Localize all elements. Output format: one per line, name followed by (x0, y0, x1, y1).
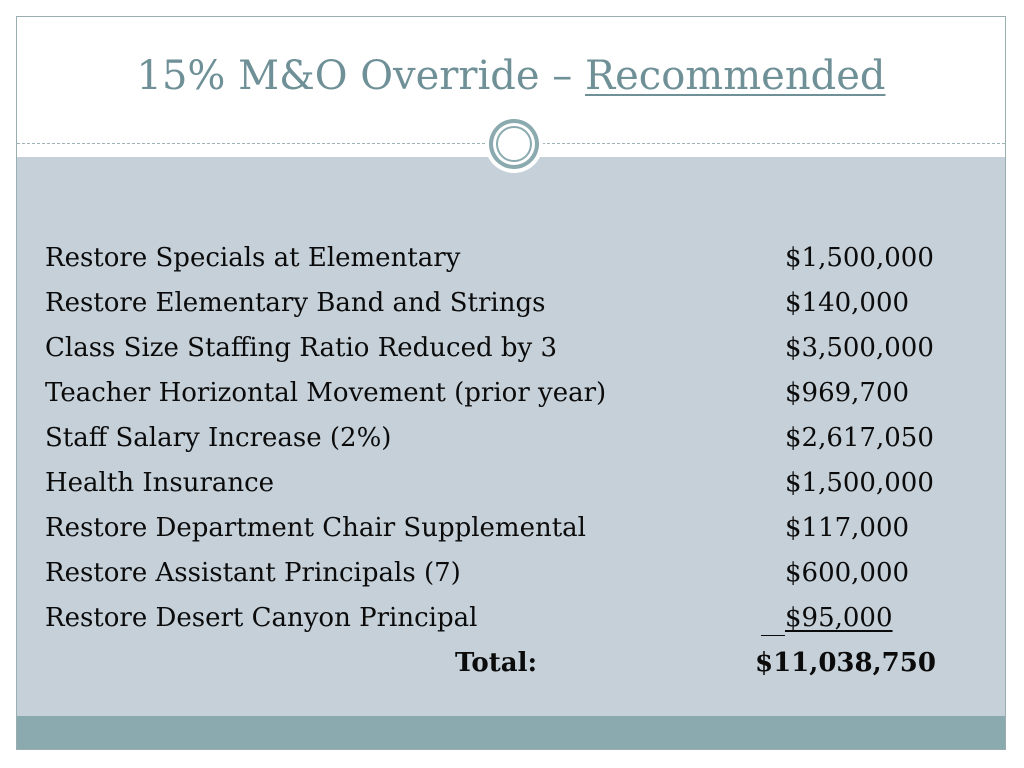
item-amount: $600,000 (785, 558, 910, 588)
list-item (17, 558, 1005, 598)
list-item (17, 423, 1005, 463)
item-amount: $2,617,050 (785, 423, 934, 453)
item-label: Staff Salary Increase (2%) (45, 423, 392, 453)
slide-title-prefix: 15% M&O Override – (136, 53, 586, 99)
item-label: Class Size Staffing Ratio Reduced by 3 (45, 333, 558, 363)
item-label: Teacher Horizontal Movement (prior year) (45, 378, 607, 408)
slide (16, 16, 1006, 750)
item-amount: $969,700 (785, 378, 910, 408)
item-amount: $117,000 (785, 513, 910, 543)
list-item (17, 468, 1005, 508)
item-label: Restore Specials at Elementary (45, 243, 461, 273)
list-item (17, 513, 1005, 553)
total-amount: $11,038,750 (755, 648, 936, 678)
slide-title (17, 53, 1005, 99)
item-label: Restore Desert Canyon Principal (45, 603, 478, 633)
item-label: Restore Elementary Band and Strings (45, 288, 546, 318)
item-label: Restore Department Chair Supplemental (45, 513, 586, 543)
amount-underline-lead (761, 605, 785, 636)
list-item (17, 378, 1005, 418)
list-item (17, 333, 1005, 373)
content-area (17, 157, 1005, 716)
total-label: Total: (455, 648, 538, 678)
slide-title-emphasis: Recommended (585, 53, 886, 99)
list-item (17, 243, 1005, 283)
list-item (17, 603, 1005, 643)
item-label: Restore Assistant Principals (7) (45, 558, 461, 588)
circle-ornament-icon (485, 115, 543, 173)
item-amount: $140,000 (785, 288, 910, 318)
item-amount: $1,500,000 (785, 243, 934, 273)
ornament-core (496, 126, 532, 162)
item-amount: $3,500,000 (785, 333, 934, 363)
list-item (17, 288, 1005, 328)
item-amount: $95,000 (785, 603, 893, 633)
footer-bar (17, 716, 1005, 750)
item-amount: $1,500,000 (785, 468, 934, 498)
item-label: Health Insurance (45, 468, 275, 498)
